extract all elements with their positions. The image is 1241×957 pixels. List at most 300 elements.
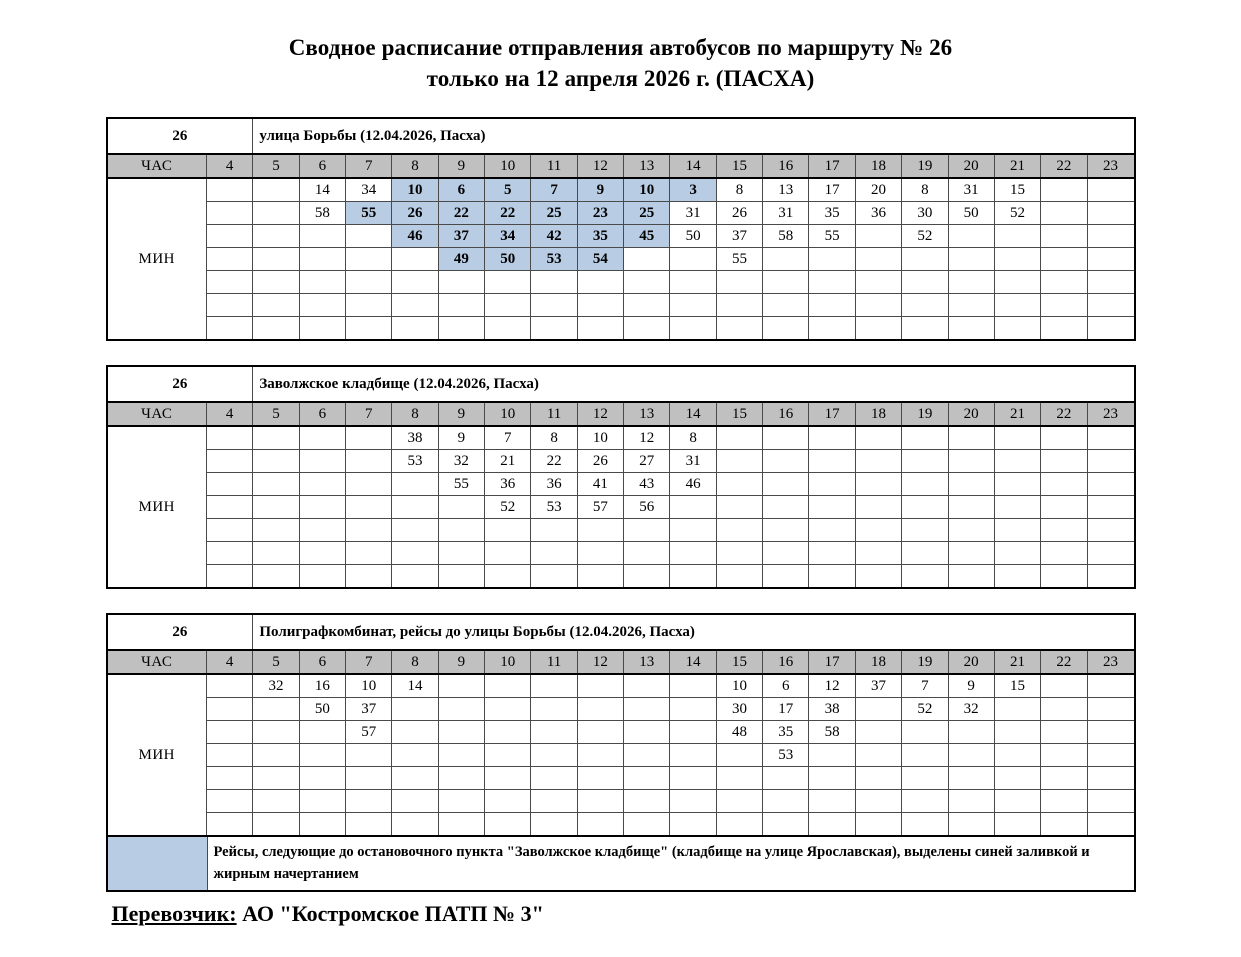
minute-cell-h7-r3 [346, 225, 392, 248]
minute-cell-h15-r1: 10 [716, 674, 762, 698]
minute-cell-h20-r1: 9 [948, 674, 994, 698]
minute-cell-h16-r6 [763, 790, 809, 813]
minute-cell-h5-r1 [253, 426, 299, 450]
minute-cell-h8-r7 [392, 317, 438, 340]
minute-cell-h17-r6 [809, 294, 855, 317]
hour-header-row [108, 650, 1134, 674]
minute-cell-h23-r5 [1087, 767, 1133, 790]
minute-cell-h21-r6 [994, 542, 1040, 565]
minute-cell-h4-r1 [207, 178, 253, 202]
minute-cell-h22-r2 [1041, 202, 1087, 225]
minute-cell-h22-r3 [1041, 473, 1087, 496]
minute-cell-h21-r7 [994, 317, 1040, 340]
hour-header-23: 23 [1087, 650, 1133, 674]
minute-cell-h13-r2: 25 [624, 202, 670, 225]
minute-cell-h4-r1 [207, 426, 253, 450]
minute-cell-h10-r7 [485, 565, 531, 588]
minute-cell-h4-r4 [207, 744, 253, 767]
page-title [0, 0, 1241, 94]
minute-cell-h16-r4 [763, 248, 809, 271]
minute-cell-h19-r4 [902, 248, 948, 271]
minute-cell-h8-r7 [392, 565, 438, 588]
minute-cell-h18-r3 [855, 225, 901, 248]
minute-cell-h13-r1: 10 [624, 178, 670, 202]
minute-cell-h18-r1: 20 [855, 178, 901, 202]
minute-cell-h16-r1: 13 [763, 178, 809, 202]
minute-cell-h4-r4 [207, 248, 253, 271]
minute-cell-h17-r6 [809, 542, 855, 565]
minute-cell-h8-r5 [392, 271, 438, 294]
minute-cell-h14-r7 [670, 317, 716, 340]
minute-cell-h21-r5 [994, 519, 1040, 542]
minute-cell-h4-r6 [207, 294, 253, 317]
minute-cell-h5-r6 [253, 790, 299, 813]
minute-cell-h23-r3 [1087, 225, 1134, 248]
minute-cell-h15-r4 [716, 496, 762, 519]
minute-cell-h23-r4 [1087, 496, 1133, 519]
minute-cell-h20-r4 [948, 744, 994, 767]
minute-cell-h21-r6 [994, 790, 1040, 813]
minute-cell-h22-r7 [1041, 813, 1087, 836]
minute-cell-h21-r4 [994, 248, 1040, 271]
minute-cell-h6-r6 [299, 790, 345, 813]
minute-cell-h9-r2: 22 [438, 202, 484, 225]
hour-header-14: 14 [670, 402, 716, 426]
minute-cell-h21-r4 [994, 744, 1040, 767]
minute-cell-h8-r6 [392, 790, 438, 813]
minute-cell-h20-r3 [948, 225, 994, 248]
hour-header-16: 16 [763, 402, 809, 426]
minute-cell-h6-r6 [299, 294, 345, 317]
minute-cell-h18-r1: 37 [855, 674, 901, 698]
minute-cell-h19-r2: 30 [902, 202, 948, 225]
minute-cell-h14-r1: 3 [670, 178, 716, 202]
minute-cell-h10-r2: 21 [485, 450, 531, 473]
minute-cell-h11-r1: 7 [531, 178, 577, 202]
hour-header-9: 9 [438, 154, 484, 178]
minute-row [108, 496, 1134, 519]
minute-cell-h12-r2: 26 [577, 450, 623, 473]
hour-header-9: 9 [438, 650, 484, 674]
minute-cell-h7-r6 [346, 294, 392, 317]
minute-cell-h13-r5 [624, 519, 670, 542]
minute-cell-h22-r5 [1041, 767, 1087, 790]
minute-row [108, 473, 1134, 496]
hour-header-6: 6 [299, 402, 345, 426]
minute-cell-h19-r1: 7 [902, 674, 948, 698]
minute-cell-h4-r5 [207, 519, 253, 542]
minute-cell-h6-r1 [299, 426, 345, 450]
minute-cell-h17-r7 [809, 813, 855, 836]
minute-cell-h12-r5 [577, 767, 623, 790]
minute-cell-h11-r5 [531, 767, 577, 790]
minute-cell-h19-r6 [902, 542, 948, 565]
minute-cell-h18-r1 [855, 426, 901, 450]
minute-cell-h10-r4 [485, 744, 531, 767]
minute-cell-h20-r1 [948, 426, 994, 450]
minute-cell-h20-r3 [948, 721, 994, 744]
minute-cell-h6-r1: 16 [299, 674, 345, 698]
minute-cell-h16-r5 [763, 271, 809, 294]
minute-cell-h12-r1: 9 [577, 178, 623, 202]
minute-cell-h17-r5 [809, 519, 855, 542]
minute-cell-h6-r7 [299, 317, 345, 340]
minute-cell-h15-r7 [716, 813, 762, 836]
minute-cell-h22-r1 [1041, 674, 1087, 698]
minute-cell-h17-r2: 35 [809, 202, 855, 225]
hour-header-15: 15 [716, 154, 762, 178]
minute-cell-h23-r5 [1087, 519, 1133, 542]
minute-cell-h8-r6 [392, 294, 438, 317]
minute-cell-h5-r3 [253, 225, 299, 248]
minute-row [108, 317, 1134, 340]
minute-cell-h13-r1: 12 [624, 426, 670, 450]
minute-cell-h6-r2: 50 [299, 698, 345, 721]
minute-cell-h9-r3: 37 [438, 225, 484, 248]
minute-cell-h18-r7 [855, 317, 901, 340]
minute-cell-h20-r2: 32 [948, 698, 994, 721]
minute-row [108, 294, 1134, 317]
minute-cell-h5-r7 [253, 565, 299, 588]
minute-cell-h7-r5 [346, 519, 392, 542]
minute-cell-h10-r1 [485, 674, 531, 698]
minute-cell-h16-r6 [763, 294, 809, 317]
hour-header-23: 23 [1087, 402, 1133, 426]
minute-header-label: МИН [108, 674, 207, 835]
minute-cell-h19-r7 [902, 565, 948, 588]
minute-cell-h17-r3 [809, 473, 855, 496]
minute-cell-h22-r2 [1041, 450, 1087, 473]
route-name: улица Борьбы (12.04.2026, Пасха) [253, 119, 1134, 154]
hour-header-14: 14 [670, 650, 716, 674]
minute-cell-h11-r4: 53 [531, 248, 577, 271]
minute-cell-h9-r2 [438, 698, 484, 721]
minute-cell-h6-r3 [299, 721, 345, 744]
minute-cell-h16-r2: 31 [763, 202, 809, 225]
minute-cell-h23-r7 [1087, 813, 1133, 836]
minute-cell-h18-r6 [855, 294, 901, 317]
minute-cell-h16-r7 [763, 565, 809, 588]
minute-cell-h23-r2 [1087, 450, 1133, 473]
minute-cell-h22-r2 [1041, 698, 1087, 721]
hour-header-5: 5 [253, 650, 299, 674]
minute-cell-h4-r2 [207, 202, 253, 225]
minute-cell-h4-r5 [207, 271, 253, 294]
minute-cell-h16-r3: 58 [763, 225, 809, 248]
minute-cell-h19-r4 [902, 744, 948, 767]
hour-header-16: 16 [763, 650, 809, 674]
minute-cell-h16-r3: 35 [763, 721, 809, 744]
hour-header-15: 15 [716, 650, 762, 674]
minute-cell-h22-r4 [1041, 744, 1087, 767]
minute-cell-h16-r7 [763, 317, 809, 340]
minute-cell-h13-r5 [624, 767, 670, 790]
minute-cell-h8-r3: 46 [392, 225, 438, 248]
schedule-table [108, 367, 1134, 587]
minute-cell-h10-r6 [485, 294, 531, 317]
hour-header-18: 18 [855, 402, 901, 426]
minute-cell-h18-r2 [855, 450, 901, 473]
minute-cell-h9-r4 [438, 744, 484, 767]
minute-cell-h5-r5 [253, 271, 299, 294]
hour-header-12: 12 [577, 402, 623, 426]
minute-cell-h14-r1 [670, 674, 716, 698]
minute-cell-h12-r4 [577, 744, 623, 767]
schedule-block-2 [106, 365, 1136, 589]
minute-cell-h11-r6 [531, 790, 577, 813]
minute-cell-h16-r5 [763, 767, 809, 790]
minute-cell-h19-r3 [902, 473, 948, 496]
minute-cell-h19-r2 [902, 450, 948, 473]
minute-cell-h17-r4 [809, 744, 855, 767]
minute-cell-h8-r5 [392, 519, 438, 542]
minute-cell-h18-r4 [855, 496, 901, 519]
minute-cell-h19-r7 [902, 317, 948, 340]
minute-cell-h17-r2 [809, 450, 855, 473]
minute-cell-h19-r1 [902, 426, 948, 450]
minute-cell-h21-r7 [994, 813, 1040, 836]
minute-cell-h14-r6 [670, 542, 716, 565]
minute-cell-h6-r7 [299, 813, 345, 836]
minute-header-label: МИН [108, 426, 207, 587]
minute-cell-h20-r5 [948, 519, 994, 542]
minute-cell-h6-r6 [299, 542, 345, 565]
minute-cell-h6-r5 [299, 519, 345, 542]
minute-cell-h6-r4 [299, 496, 345, 519]
minute-cell-h12-r5 [577, 519, 623, 542]
hour-header-12: 12 [577, 154, 623, 178]
minute-cell-h4-r6 [207, 542, 253, 565]
minute-cell-h12-r6 [577, 790, 623, 813]
minute-cell-h7-r7 [346, 317, 392, 340]
page-title-line-2: только на 12 апреля 2026 г. (ПАСХА) [426, 66, 815, 91]
minute-cell-h22-r4 [1041, 248, 1087, 271]
legend-color-swatch [108, 837, 208, 890]
minute-cell-h10-r2 [485, 698, 531, 721]
minute-cell-h7-r3 [346, 473, 392, 496]
route-name: Заволжское кладбище (12.04.2026, Пасха) [253, 367, 1134, 402]
minute-cell-h15-r3: 37 [716, 225, 762, 248]
hour-header-21: 21 [994, 402, 1040, 426]
minute-cell-h10-r3 [485, 721, 531, 744]
minute-cell-h10-r1: 7 [485, 426, 531, 450]
minute-cell-h13-r4 [624, 744, 670, 767]
minute-cell-h14-r3: 50 [670, 225, 716, 248]
hour-header-19: 19 [902, 402, 948, 426]
minute-cell-h11-r1: 8 [531, 426, 577, 450]
minute-cell-h20-r6 [948, 790, 994, 813]
hour-header-18: 18 [855, 154, 901, 178]
minute-cell-h13-r4: 56 [624, 496, 670, 519]
minute-cell-h23-r3 [1087, 721, 1133, 744]
minute-cell-h5-r4 [253, 248, 299, 271]
minute-row [108, 450, 1134, 473]
minute-cell-h9-r3 [438, 721, 484, 744]
minute-row [108, 790, 1134, 813]
minute-cell-h11-r7 [531, 813, 577, 836]
minute-cell-h6-r5 [299, 767, 345, 790]
minute-cell-h14-r4 [670, 496, 716, 519]
schedule-table [108, 615, 1134, 835]
minute-cell-h18-r2: 36 [855, 202, 901, 225]
minute-cell-h6-r3 [299, 473, 345, 496]
minute-cell-h11-r7 [531, 317, 577, 340]
hour-header-label: ЧАС [108, 650, 207, 674]
minute-cell-h4-r7 [207, 813, 253, 836]
minute-cell-h15-r5 [716, 271, 762, 294]
hour-header-11: 11 [531, 154, 577, 178]
minute-cell-h14-r2: 31 [670, 202, 716, 225]
minute-cell-h14-r5 [670, 767, 716, 790]
minute-cell-h4-r2 [207, 698, 253, 721]
minute-cell-h22-r6 [1041, 294, 1087, 317]
hour-header-18: 18 [855, 650, 901, 674]
minute-cell-h20-r2 [948, 450, 994, 473]
minute-cell-h9-r5 [438, 519, 484, 542]
minute-cell-h7-r3: 57 [346, 721, 392, 744]
minute-cell-h22-r4 [1041, 496, 1087, 519]
minute-cell-h11-r2: 22 [531, 450, 577, 473]
minute-cell-h12-r7 [577, 565, 623, 588]
minute-cell-h5-r3 [253, 721, 299, 744]
minute-cell-h11-r2 [531, 698, 577, 721]
legend-row [108, 835, 1134, 890]
minute-cell-h4-r1 [207, 674, 253, 698]
minute-cell-h9-r1: 9 [438, 426, 484, 450]
minute-cell-h16-r4: 53 [763, 744, 809, 767]
minute-cell-h15-r6 [716, 294, 762, 317]
minute-cell-h21-r5 [994, 767, 1040, 790]
schedule-block-1 [106, 117, 1136, 341]
minute-cell-h9-r5 [438, 767, 484, 790]
minute-cell-h9-r1: 6 [438, 178, 484, 202]
minute-cell-h12-r5 [577, 271, 623, 294]
minute-cell-h11-r1 [531, 674, 577, 698]
minute-cell-h23-r5 [1087, 271, 1134, 294]
minute-cell-h21-r2 [994, 450, 1040, 473]
minute-cell-h17-r3: 58 [809, 721, 855, 744]
minute-cell-h10-r6 [485, 542, 531, 565]
minute-cell-h12-r4: 57 [577, 496, 623, 519]
minute-cell-h17-r1 [809, 426, 855, 450]
minute-cell-h13-r4 [624, 248, 670, 271]
minute-cell-h23-r6 [1087, 542, 1133, 565]
minute-cell-h18-r5 [855, 271, 901, 294]
hour-header-22: 22 [1041, 154, 1087, 178]
minute-cell-h9-r6 [438, 790, 484, 813]
minute-cell-h9-r6 [438, 294, 484, 317]
minute-cell-h8-r1: 14 [392, 674, 438, 698]
hour-header-row [108, 154, 1134, 178]
route-header-row [108, 119, 1134, 154]
minute-cell-h8-r2 [392, 698, 438, 721]
minute-cell-h22-r6 [1041, 790, 1087, 813]
route-number: 26 [108, 615, 253, 650]
minute-cell-h22-r7 [1041, 565, 1087, 588]
minute-cell-h23-r6 [1087, 294, 1134, 317]
minute-row [108, 542, 1134, 565]
minute-cell-h9-r3: 55 [438, 473, 484, 496]
minute-cell-h11-r6 [531, 542, 577, 565]
minute-cell-h21-r3 [994, 225, 1040, 248]
minute-cell-h11-r3 [531, 721, 577, 744]
minute-cell-h15-r2: 30 [716, 698, 762, 721]
minute-cell-h10-r5 [485, 271, 531, 294]
minute-cell-h5-r3 [253, 473, 299, 496]
minute-cell-h17-r5 [809, 767, 855, 790]
minute-cell-h19-r2: 52 [902, 698, 948, 721]
minute-cell-h19-r3 [902, 721, 948, 744]
minute-cell-h6-r4 [299, 744, 345, 767]
hour-header-8: 8 [392, 402, 438, 426]
hour-header-12: 12 [577, 650, 623, 674]
minute-cell-h4-r4 [207, 496, 253, 519]
minute-cell-h11-r7 [531, 565, 577, 588]
minute-cell-h17-r1: 17 [809, 178, 855, 202]
minute-cell-h12-r7 [577, 317, 623, 340]
minute-cell-h21-r4 [994, 496, 1040, 519]
minute-cell-h13-r6 [624, 790, 670, 813]
minute-cell-h15-r2: 26 [716, 202, 762, 225]
route-name: Полиграфкомбинат, рейсы до улицы Борьбы (12.04.2026, Пасха) [253, 615, 1134, 650]
minute-cell-h14-r1: 8 [670, 426, 716, 450]
minute-cell-h8-r4 [392, 496, 438, 519]
minute-cell-h11-r3: 36 [531, 473, 577, 496]
minute-cell-h15-r1: 8 [716, 178, 762, 202]
hour-header-17: 17 [809, 650, 855, 674]
hour-header-7: 7 [346, 154, 392, 178]
minute-cell-h21-r1: 15 [994, 178, 1040, 202]
minute-cell-h13-r1 [624, 674, 670, 698]
minute-cell-h10-r7 [485, 317, 531, 340]
minute-cell-h11-r5 [531, 519, 577, 542]
hour-header-15: 15 [716, 402, 762, 426]
minute-cell-h4-r7 [207, 317, 253, 340]
minute-cell-h16-r2 [763, 450, 809, 473]
minute-cell-h13-r7 [624, 565, 670, 588]
hour-header-19: 19 [902, 650, 948, 674]
minute-cell-h5-r4 [253, 744, 299, 767]
minute-row [108, 248, 1134, 271]
minute-cell-h17-r7 [809, 317, 855, 340]
minute-cell-h6-r2 [299, 450, 345, 473]
minute-cell-h4-r5 [207, 767, 253, 790]
minute-cell-h12-r1: 10 [577, 426, 623, 450]
minute-row [108, 744, 1134, 767]
minute-cell-h20-r2: 50 [948, 202, 994, 225]
minute-cell-h18-r7 [855, 813, 901, 836]
minute-cell-h14-r3: 46 [670, 473, 716, 496]
minute-cell-h7-r7 [346, 565, 392, 588]
minute-row [108, 767, 1134, 790]
carrier-footer [106, 901, 1136, 927]
minute-cell-h5-r2 [253, 450, 299, 473]
minute-cell-h13-r7 [624, 813, 670, 836]
minute-cell-h11-r4 [531, 744, 577, 767]
minute-cell-h21-r3 [994, 721, 1040, 744]
minute-row [108, 202, 1134, 225]
minute-cell-h22-r5 [1041, 271, 1087, 294]
minute-cell-h17-r4 [809, 496, 855, 519]
minute-header-label: МИН [108, 178, 207, 339]
minute-cell-h14-r6 [670, 294, 716, 317]
minute-cell-h21-r7 [994, 565, 1040, 588]
minute-cell-h23-r4 [1087, 744, 1133, 767]
hour-header-8: 8 [392, 650, 438, 674]
minute-cell-h7-r1 [346, 426, 392, 450]
hour-header-11: 11 [531, 650, 577, 674]
minute-cell-h14-r4 [670, 744, 716, 767]
